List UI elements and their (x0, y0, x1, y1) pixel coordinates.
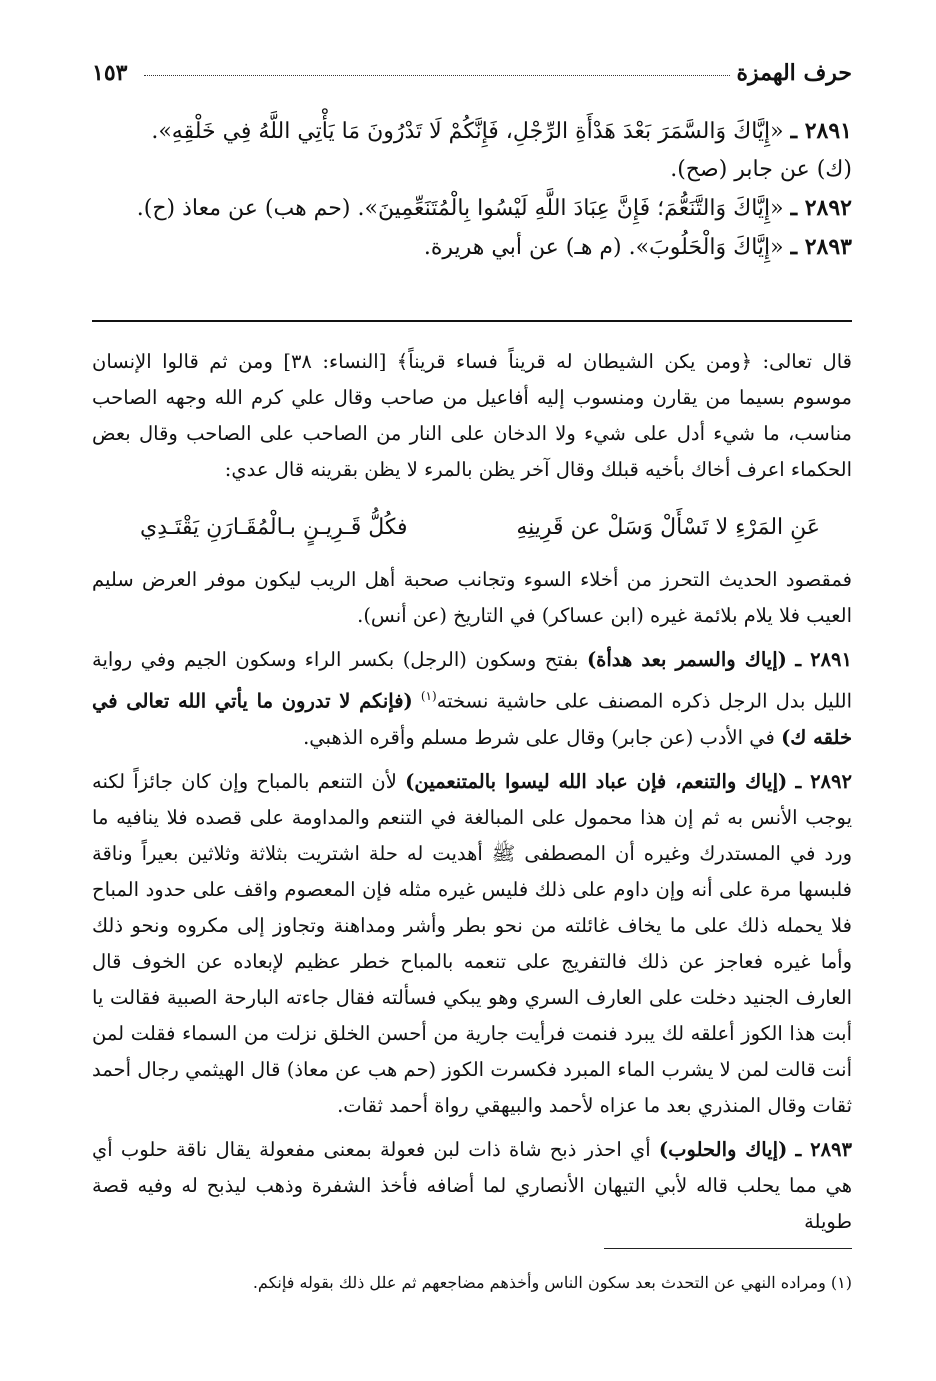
verse-second-hemistich: فكُلُّ قَـرِيـنٍ بـالْمُقَـارَنِ يَقْتَـدِي (140, 515, 408, 540)
hadith-number: ٢٨٩٣ ـ (790, 234, 852, 260)
footnote (92, 1268, 852, 1298)
note-lead: (إياك والسمر بعد هدأة) (586, 648, 787, 671)
note-number: ٢٨٩٣ ـ (795, 1137, 852, 1161)
hadith-2892 (92, 189, 852, 228)
hadith-source-text: (ك) عن جابر (صح). (670, 157, 852, 182)
footnote-reference[interactable]: (١) (420, 689, 437, 703)
hadith-2893 (92, 228, 852, 267)
chapter-title: حرف الهمزة (736, 60, 852, 86)
intro-paragraph: قال تعالى: ﴿ومن يكن الشيطان له قريناً فساء قريناً﴾ [النساء: ٣٨] ومن ثم قالوا الإنسان موسوم بسيما من يقارن ومنسوب إليه أفاعيل من صاحب وقال علي كرم الله وجهه الصاحب مناسب، ما شيء أدل على شيء ولا الدخان على النار من الصاحب على الصاحب وقال بعض الحكماء اعرف أخاك بأخيه قبلك وقال آخر يظن بالمرء لا يظن بقرينه قال عدي: (92, 350, 852, 481)
note-2893 (92, 1132, 852, 1240)
hadith-number: ٢٨٩٢ ـ (790, 195, 852, 221)
poetry-verse (140, 510, 820, 546)
note-2892 (92, 764, 852, 1124)
note-text-secondary: في الأدب (عن جابر) وقال على شرط مسلم وأقره الذهبي. (303, 725, 775, 749)
page-header (92, 58, 852, 88)
after-verse-paragraph: فمقصود الحديث التحرز من أخلاء السوء وتجانب صحبة أهل الريب ليكون موفر العرض سليم العيب فلا يلام بلائمة غيره (ابن عساكر) في التاريخ (عن أنس). (92, 568, 852, 627)
hadith-text: «إِيَّاكَ وَالسَّمَرَ بَعْدَ هَدْأَةِ الرِّجْلِ، فَإِنَّكُمْ لَا تَدْرُونَ مَا يَأْتِي اللَّهُ فِي خَلْقِهِ». (151, 119, 784, 144)
note-text: لأن التنعم بالمباح وإن كان جائزاً لكنه يوجب الأنس به ثم إن هذا محمول على المبالغة في التنعم والمداومة على قصده فلا ينافيه ما ورد في المستدرك وغيره أن المصطفى ﷺ أهديت له حلة اشتريت بثلاثة وثلاثين بعيراً وناقة فلبسها مرة على أنه وإن داوم على ذلك فليس غيره مثله فإن المعصوم واقف على حدود المباح فلا يحمله ذلك على ما يخاف غائلته من نحو بطر وأشر ومداهنة وتجاوز إلى مكروه ونحو ذلك وأما غيره فعاجز عن ذلك فالتفريج على تنعمه بالمباح خطر عظيم لإبعاده عن الخوف قال العارف الجنيد دخلت على العارف السري وهو يبكي فسألته فقال جاءته البارحة الصبية فقالت يا أبت هذا الكوز أعلقه لك يبرد فنمت فرأيت جارية من أحسن الخلق نزلت من السماء فقلت لمن أنت قالت لمن لا يشرب الماء المبرد فكسرت الكوز (حم هب عن معاذ) قال الهيثمي رجال أحمد ثقات وقال المنذري بعد ما عزاه لأحمد والبيهقي رواة أحمد ثقات. (92, 769, 852, 1117)
section-divider (92, 320, 852, 322)
hadith-number: ٢٨٩١ ـ (790, 118, 852, 144)
note-2891 (92, 642, 852, 756)
footnote-number: (١) (830, 1273, 852, 1292)
header-dotted-rule (144, 75, 730, 76)
note-text: أي احذر ذبح شاة ذات لبن فعولة بمعنى مفعولة يقال ناقة حلوب أي هي مما يحلب قاله لأبي التيهان الأنصاري لما أضافه فأخذ الشفرة وذهب ليذبح له وفيه قصة طويلة (92, 1137, 853, 1233)
footnote-divider (604, 1248, 852, 1249)
note-lead-secondary: (فإنكم لا تدرون ما يأتي الله تعالى في خلقه ك) (92, 689, 852, 749)
hadith-source-text: (حم هب) عن معاذ (ح). (136, 196, 351, 221)
hadith-2891 (92, 112, 852, 151)
commentary-body (92, 562, 852, 1240)
verse-first-hemistich: عَنِ المَرْءِ لا تَسْأَلْ وَسَلْ عن قَرِينِهِ (516, 515, 820, 540)
note-text: بفتح وسكون (الرجل) بكسر الراء وسكون الجيم وفي رواية الليل بدل الرجل ذكره المصنف على حاشية نسخته (92, 648, 853, 713)
note-lead: (إياك والتنعم، فإن عباد الله ليسوا بالمتنعمين) (405, 769, 788, 793)
note-number: ٢٨٩٢ ـ (795, 769, 852, 793)
hadith-source-text: (م هـ) عن أبي هريرة. (423, 235, 622, 260)
hadith-section (92, 112, 852, 267)
hadith-text: «إِيَّاكَ وَالتَّنَعُّمَ؛ فَإِنَّ عِبَادَ اللَّهِ لَيْسُوا بِالْمُتَنَعِّمِينَ». (357, 196, 784, 221)
footnote-text: ومراده النهي عن التحدث بعد سكون الناس وأخذهم مضاجعهم ثم علل ذلك بقوله فإنكم. (252, 1273, 826, 1292)
note-number: ٢٨٩١ ـ (795, 648, 852, 671)
hadith-source (92, 151, 852, 189)
commentary-intro (92, 344, 852, 488)
hadith-text: «إِيَّاكَ وَالْحَلُوبَ». (628, 235, 784, 260)
page-number: ١٥٣ (92, 60, 128, 86)
note-lead: (إياك والحلوب) (658, 1137, 788, 1161)
